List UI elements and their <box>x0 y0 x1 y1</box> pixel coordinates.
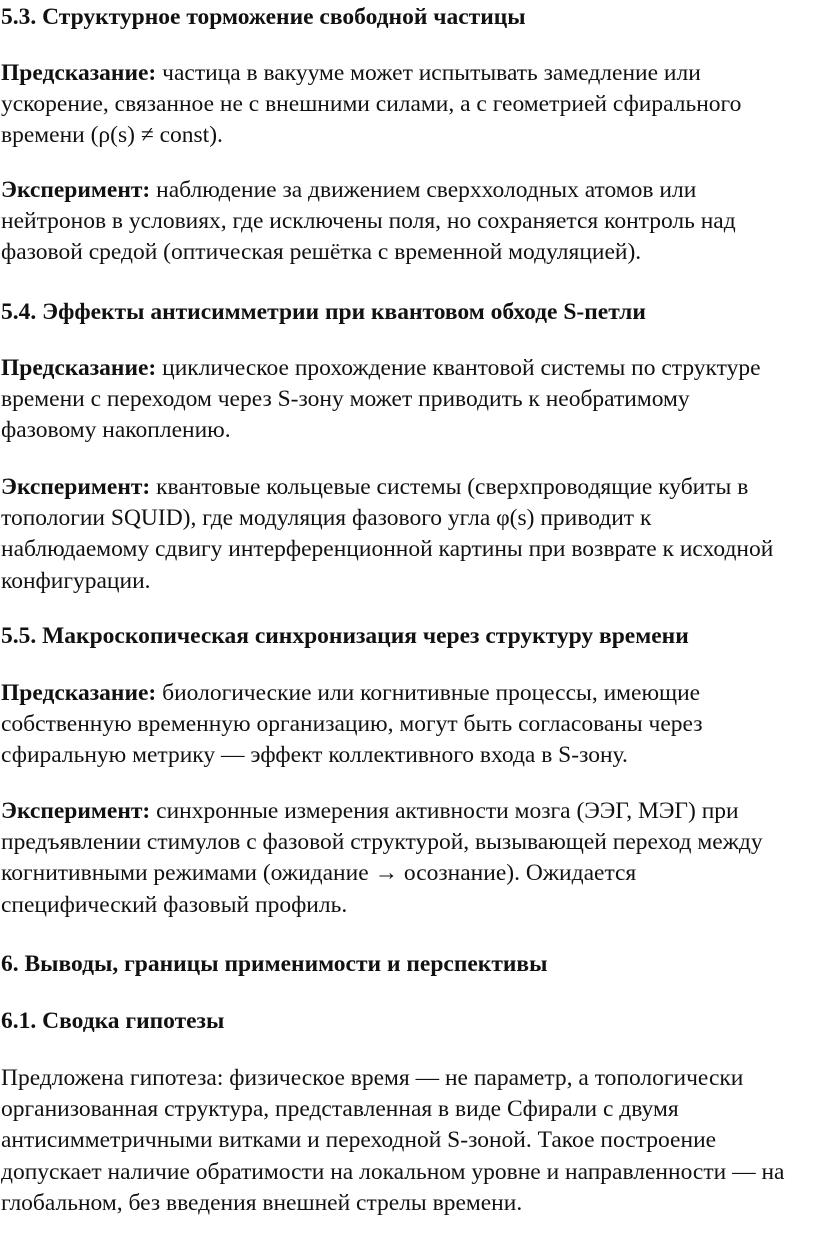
paragraph-line <box>1 58 813 89</box>
paragraph-line: предъявлении стимулов с фазовой структурой, вызывающей переход между <box>1 829 763 856</box>
section-heading-6-1: 6.1. Сводка гипотезы <box>1 1008 225 1034</box>
prediction-label: Предсказание: <box>1 355 157 381</box>
paragraph-line: фазовому накоплению. <box>1 417 231 444</box>
paragraph-line: топологии SQUID), где модуляция фазового угла φ(s) приводит к <box>1 505 652 532</box>
prediction-label: Предсказание: <box>1 680 157 706</box>
paragraph-text: биологические или когнитивные процессы, имеющие <box>156 680 701 706</box>
prediction-paragraph-5-3 <box>1 58 813 152</box>
summary-paragraph-6-1 <box>1 1063 813 1219</box>
paragraph-line <box>1 353 813 384</box>
prediction-paragraph-5-4 <box>1 353 813 447</box>
experiment-paragraph-5-3 <box>1 175 813 269</box>
paragraph-line: когнитивными режимами (ожидание → осознание). Ожидается <box>1 860 637 887</box>
paragraph-text: синхронные измерения активности мозга (ЭЭГ, МЭГ) при <box>150 798 739 824</box>
experiment-label: Эксперимент: <box>1 474 151 500</box>
paragraph-line: времени (ρ(s) ≠ const). <box>1 122 223 149</box>
paragraph-line: ускорение, связанное не с внешними силами, а с геометрией сфирального <box>1 91 742 118</box>
section-heading-6: 6. Выводы, границы применимости и перспективы <box>1 951 548 977</box>
experiment-paragraph-5-5 <box>1 796 813 921</box>
paragraph-line: сфиральную метрику — эффект коллективного входа в S-зону. <box>1 742 628 769</box>
paragraph-line: собственную временную организацию, могут быть согласованы через <box>1 711 703 738</box>
paragraph-line: времени с переходом через S-зону может приводить к необратимому <box>1 386 690 413</box>
paragraph-line: нейтронов в условиях, где исключены поля, но сохраняется контроль над <box>1 208 736 235</box>
paragraph-text: частица в вакууме может испытывать замедление или <box>156 60 701 86</box>
paragraph-line <box>1 796 813 827</box>
section-heading-5-5: 5.5. Макроскопическая синхронизация через структуру времени <box>1 623 689 649</box>
section-heading-5-3: 5.3. Структурное торможение свободной частицы <box>1 4 526 30</box>
experiment-paragraph-5-4 <box>1 472 813 597</box>
experiment-label: Эксперимент: <box>1 177 151 203</box>
experiment-label: Эксперимент: <box>1 798 151 824</box>
paragraph-line: наблюдаемому сдвигу интерференционной картины при возврате к исходной <box>1 536 774 563</box>
paragraph-line <box>1 678 813 709</box>
paragraph-line: допускает наличие обратимости на локальном уровне и направленности — на <box>1 1158 785 1185</box>
paragraph-line <box>1 175 813 206</box>
section-heading-5-4: 5.4. Эффекты антисимметрии при квантовом обходе S-петли <box>1 299 646 325</box>
paragraph-line: организованная структура, представленная в виде Сфирали с двумя <box>1 1096 679 1123</box>
paragraph-line: Предложена гипотеза: физическое время — не параметр, а топологически <box>1 1065 744 1091</box>
paragraph-line <box>1 472 813 503</box>
prediction-label: Предсказание: <box>1 60 157 86</box>
paragraph-text: наблюдение за движением сверххолодных атомов или <box>150 177 697 203</box>
paragraph-line: специфический фазовый профиль. <box>1 891 348 918</box>
paragraph-line: конфигурации. <box>1 567 151 594</box>
paragraph-text: квантовые кольцевые системы (сверхпроводящие кубиты в <box>150 474 749 500</box>
paragraph-line: антисимметричными витками и переходной S-зоной. Такое построение <box>1 1127 717 1154</box>
prediction-paragraph-5-5 <box>1 678 813 772</box>
paragraph-line: фазовой средой (оптическая решётка с временной модуляцией). <box>1 239 642 266</box>
paragraph-text: циклическое прохождение квантовой системы по структуре <box>156 355 761 381</box>
paragraph-line: глобальном, без введения внешней стрелы времени. <box>1 1189 523 1216</box>
